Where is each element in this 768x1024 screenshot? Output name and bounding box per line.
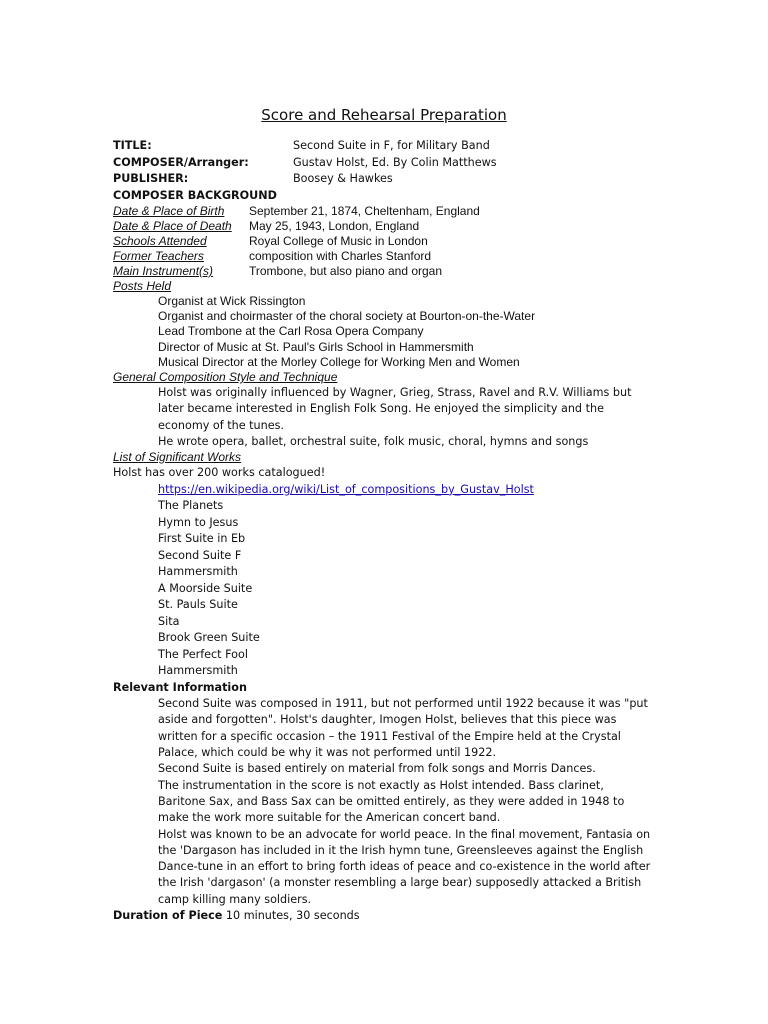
list-item: The Planets <box>158 499 224 513</box>
list-item: Brook Green Suite <box>158 631 260 645</box>
list-item: Lead Trombone at the Carl Rosa Opera Company <box>158 324 424 339</box>
document-body <box>113 138 653 924</box>
background-instrument <box>113 264 653 279</box>
works-link-row <box>113 482 653 499</box>
background-value: Trombone, but also piano and organ <box>249 264 443 278</box>
field-composer <box>113 155 653 172</box>
list-item: Musical Director at the Morley College for Working Men and Women <box>158 354 520 369</box>
works-intro: Holst has over 200 works catalogued! <box>113 466 326 480</box>
wikipedia-link[interactable]: https://en.wikipedia.org/wiki/List_of_compositions_by_Gustav_Holst <box>158 482 534 496</box>
composer-background-heading: COMPOSER BACKGROUND <box>113 188 277 202</box>
field-value: Second Suite in F, for Military Band <box>293 139 490 152</box>
relevant-paragraph: The instrumentation in the score is not exactly as Holst intended. Bass clarinet, Baritone Sax, and Bass Sax can be omitted entirely, as they were added in 1948 to make the work more suitable for the American concert band. <box>158 778 625 825</box>
duration-value: 10 minutes, 30 seconds <box>225 908 360 922</box>
posts-held-label: Posts Held <box>113 279 172 293</box>
background-value: May 25, 1943, London, England <box>249 219 420 233</box>
style-paragraph: Holst was originally influenced by Wagner, Grieg, Strass, Ravel and R.V. Williams but later became interested in English Folk Song. He enjoyed the simplicity and the economy of the tunes. <box>158 385 632 432</box>
list-item: Organist and choirmaster of the choral society at Bourton-on-the-Water <box>158 309 536 324</box>
relevant-paragraph: Second Suite is based entirely on material from folk songs and Morris Dances. <box>158 762 596 776</box>
field-title <box>113 138 653 155</box>
field-label: TITLE: <box>113 139 152 152</box>
list-item: The Perfect Fool <box>158 647 248 661</box>
list-item: Hammersmith <box>158 565 238 579</box>
background-label: Former Teachers <box>113 249 204 263</box>
duration-row <box>113 908 653 925</box>
background-schools <box>113 234 653 249</box>
background-death <box>113 219 653 234</box>
relevant-heading: Relevant Information <box>113 680 247 694</box>
relevant-paragraph: Holst was known to be an advocate for world peace. In the final movement, Fantasia on the 'Dargason has included in it the Irish hymn tune, Greensleeves against the English Dance-tune in an effort to bring forth ideas of peace and co-existence in the world after the Irish 'dargason' (a monster resembling a large bear) supposedly attacked a British camp killing many soldiers. <box>158 827 651 906</box>
background-birth <box>113 204 653 219</box>
list-item: Hammersmith <box>158 664 238 678</box>
relevant-paragraph: Second Suite was composed in 1911, but not performed until 1922 because it was "put aside and forgotten". Holst's daughter, Imogen Holst, believes that this piece was written for a specific occasion – the 1911 Festival of the Empire held at the Crystal Palace, which could be why it was not performed until 1922. <box>158 697 648 760</box>
background-label: Main Instrument(s) <box>113 264 214 278</box>
list-item: Sita <box>158 614 180 628</box>
list-item: Director of Music at St. Paul's Girls School in Hammersmith <box>158 339 474 354</box>
list-item: Second Suite F <box>158 548 242 562</box>
list-item: Hymn to Jesus <box>158 515 239 529</box>
style-label-row <box>113 370 653 385</box>
style-label: General Composition Style and Technique <box>113 369 338 384</box>
duration-label: Duration of Piece <box>113 908 223 922</box>
field-label: PUBLISHER: <box>113 172 189 185</box>
list-item: St. Pauls Suite <box>158 598 238 612</box>
field-value: Boosey & Hawkes <box>293 172 393 185</box>
posts-held-label-row <box>113 279 653 294</box>
list-item: A Moorside Suite <box>158 581 253 595</box>
field-publisher <box>113 171 653 188</box>
background-teachers <box>113 249 653 264</box>
field-value: Gustav Holst, Ed. By Colin Matthews <box>293 155 497 169</box>
works-label: List of Significant Works <box>113 450 242 465</box>
background-label: Schools Attended <box>113 234 207 248</box>
field-label: COMPOSER/Arranger: <box>113 155 249 169</box>
page-title: Score and Rehearsal Preparation <box>261 106 507 124</box>
style-paragraph: He wrote opera, ballet, orchestral suite, folk music, choral, hymns and songs <box>158 434 589 448</box>
background-value: Royal College of Music in London <box>249 234 428 248</box>
list-item: First Suite in Eb <box>158 532 246 546</box>
background-value: composition with Charles Stanford <box>249 249 432 263</box>
list-item: Organist at Wick Rissington <box>158 294 306 308</box>
works-label-row <box>113 450 653 465</box>
background-label: Date & Place of Death <box>113 219 232 233</box>
background-value: September 21, 1874, Cheltenham, England <box>249 204 480 218</box>
background-label: Date & Place of Birth <box>113 204 225 218</box>
